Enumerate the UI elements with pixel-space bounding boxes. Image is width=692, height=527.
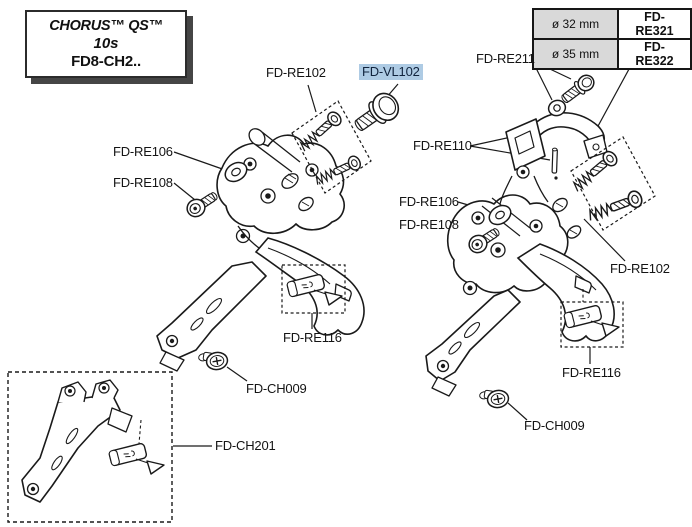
label-fd-re108-right: FD-RE108: [399, 217, 459, 232]
left-ch009-screw: [198, 348, 229, 372]
ch201-box: [8, 372, 172, 522]
table-row: [533, 39, 691, 69]
label-fd-re116-right: FD-RE116: [562, 365, 621, 380]
label-fd-vl102-highlighted: FD-VL102: [359, 64, 423, 80]
label-fd-re102-left: FD-RE102: [266, 65, 326, 80]
label-fd-re110: FD-RE110: [413, 138, 472, 153]
vl102-bolt: [349, 89, 404, 139]
left-bolt-re108: [184, 188, 221, 220]
table-row: [533, 9, 691, 39]
label-fd-re102-right: FD-RE102: [610, 261, 670, 276]
part-number-cell: FD-RE322: [618, 39, 691, 69]
title-line-speed: 10s: [93, 35, 119, 52]
label-fd-ch009-right: FD-CH009: [524, 418, 585, 433]
right-ch009-screw: [479, 386, 510, 410]
right-spring-screws-box: [570, 137, 655, 230]
ch201-cage-drawing: [22, 380, 164, 502]
clamp-size-cell: ø 35 mm: [533, 39, 618, 69]
label-fd-ch009-left: FD-CH009: [246, 381, 307, 396]
left-derailleur-drawing: [157, 89, 403, 373]
leader-lines: [173, 47, 641, 446]
right-arm: [426, 290, 520, 396]
label-fd-re106-right: FD-RE106: [399, 194, 459, 209]
clamp-size-table: [532, 8, 692, 70]
title-line-groupset: CHORUS™ QS™: [49, 18, 163, 34]
label-fd-re108-left: FD-RE108: [113, 175, 173, 190]
title-line-model: FD8-CH2..: [71, 53, 141, 70]
label-fd-ch201: FD-CH201: [215, 438, 276, 453]
label-fd-re106-left: FD-RE106: [113, 144, 173, 159]
right-cage: [518, 244, 614, 341]
title-box: [25, 10, 187, 78]
re110-pin: [552, 148, 558, 179]
part-number-cell: FD-RE321: [618, 9, 691, 39]
label-fd-re116-left: FD-RE116: [283, 330, 342, 345]
label-fd-re211: FD-RE211: [476, 51, 535, 66]
clamp-size-cell: ø 32 mm: [533, 9, 618, 39]
right-derailleur-drawing: [426, 72, 655, 410]
re211-bolt: [559, 72, 597, 106]
